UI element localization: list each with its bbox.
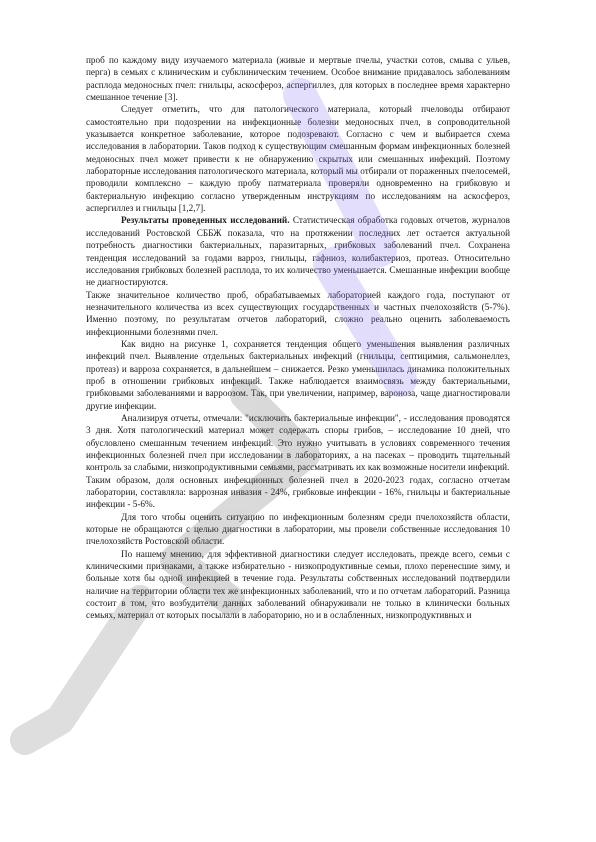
paragraph-7: Таким образом, доля основных инфекционных болезней пчел в 2020-2023 годах, согласно отчетам лаборатории, составляла: варрозная инвазия - 24%, грибковые инфекции - 16%, гнильцы и бактериальные инфекции - 5-6%. <box>86 474 510 510</box>
body-text <box>86 54 510 622</box>
paragraph-9: По нашему мнению, для эффективной диагностики следует исследовать, прежде всего, семьи с клиническими признаками, а также избирательно - низкопродуктивные семьи, плохо перенесшие зиму, и больные хотя бы одной инфекцией в течение года. Результаты собственных исследований подтвердили наличие на территории области тех же инфекционных заболеваний, что и по отчетам лабораторий. Разница состоит в том, что возбудители данных заболеваний обнаруживали не только в клинически больных семьях, материал от которых посылали в лабораторию, но и в ослабленных, низкопродуктивных и <box>86 548 510 621</box>
paragraph-3-text: Статистическая обработка годовых отчетов, журналов исследований Ростовской СББЖ показала, что на протяжении последних лет остается актуальной потребность диагностики бактериальных, паразитарных, грибковых заболеваний пчел. Сохранена тенденция исследований за годами варроз, гнильцы, гафниоз, колибактериоз, протеаз. Относительно исследования грибковых болезней расплода, то их количество уменьшается. Смешанные инфекции вообще не диагностируются. <box>86 215 510 288</box>
paragraph-1: проб по каждому виду изучаемого материала (живые и мертвые пчелы, участки сотов, смыва с ульев, перга) в семьях с клиническим и субклиническим течением. Особое внимание придавалось заболеваниям расплода медоносных пчел: гнильцы, аскосфероз, аспергиллез, для которых в последнее время характерно смешанное течение [3]. <box>86 55 510 103</box>
paragraph-4: Также значительное количество проб, обрабатываемых лабораторией каждого года, поступают от незначительного количества из всех существующих государственных и частных пчелохозяйств (5-7%). Именно поэтому, по результатам отчетов лабораторий, сложно реально оценить заболеваемость инфекционными болезнями пчел. <box>86 289 510 337</box>
paragraph-8: Для того чтобы оценить ситуацию по инфекционным болезням среди пчелохозяйств области, которые не обращаются с целью диагностики в лаборатории, мы провели собственные исследования 10 пчелохозяйств Ростовской области. <box>86 511 510 547</box>
paragraph-3 <box>86 214 510 288</box>
paragraph-6: Анализируя отчеты, отмечали: "исключить бактериальные инфекции", - исследования проводятся 3 дня. Хотя патологический материал может содержать споры грибов, – исследование 10 дней, что обусловлено смешанным течением инфекций. Это нужно учитывать в условиях современного течения инфекционных болезней пчел при исследовании в лабораториях, а на пасеках – проводить тщательный контроль за слабыми, низкопродуктивными семьями, рассматривать их как возможные носители инфекций. <box>86 412 510 473</box>
paragraph-5: Как видно на рисунке 1, сохраняется тенденция общего уменьшения выявления различных инфекций пчел. Выявление отдельных бактериальных инфекций (гнильцы, септицимия, сальмонеллез, протеаз) и варроза сохраняется, в дальнейшем – снижается. Резко уменьшилась динамика положительных проб в отношении грибковых инфекций. Также наблюдается взаимосвязь между бактериальными, грибковыми заболеваниями и варроозом. Так, при увеличении, например, вароноза, чаще диагностировали другие инфекции. <box>86 338 510 411</box>
paragraph-2: Следует отметить, что для патологического материала, который пчеловоды отбирают самостоятельно при подозрении на инфекционные болезни медоносных пчел, в сопроводительной указывается конкретное заболевание, которое подозревают. Согласно с чем и выбирается схема исследования в лаборатории. Таков подход к существующим смешанным формам инфекционных болезней медоносных пчел может привести к не обнаружению скрытых или смешанных инфекций. Поэтому лабораторные исследования патологического материала, который мы отбирали от пораженных пчелосемей, проводили комплексно – каждую пробу патматериала проверяли одновременно на грибковую и бактериальную инфекцию согласно утвержденным инструкциям по исследованиям на аскосфероз, аспергиллез и гнильцы [1,2,7]. <box>86 104 510 214</box>
section-heading: Результаты проведенных исследований. <box>121 215 290 226</box>
